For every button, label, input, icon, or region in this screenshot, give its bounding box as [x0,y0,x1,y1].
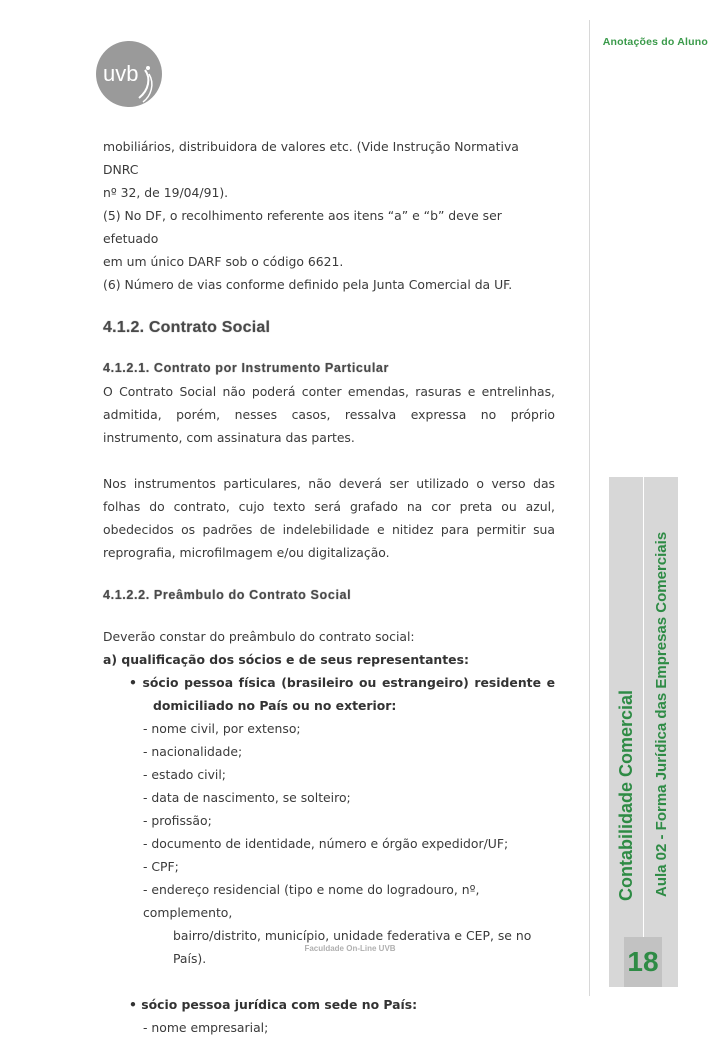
list-item: - estado civil; [143,767,226,782]
list-item: - data de nascimento, se solteiro; [143,790,351,805]
course-title: Contabilidade Comercial [616,689,636,901]
logo-text: uvb [103,61,139,86]
bullet-heading: • sócio pessoa jurídica com sede no País: [129,997,418,1012]
item-heading: a) qualificação dos sócios e de seus representantes: [103,652,469,667]
intro-line: (6) Número de vias conforme definido pela Junta Comercial da UF. [103,277,513,292]
subsection-heading: 4.1.2.1. Contrato por Instrumento Particular [103,361,390,375]
section-heading: 4.1.2. Contrato Social [103,319,271,336]
bullet-heading: • sócio pessoa física (brasileiro ou estrangeiro) residente e [129,675,555,690]
course-title-band [609,477,643,987]
bullet-heading-cont: domiciliado no País ou no exterior: [153,698,397,713]
list-item: - nacionalidade; [143,744,243,759]
paragraph: Nos instrumentos particulares, não deverá ser utilizado o verso das folhas do contrato, cujo texto será grafado na cor preta ou azul, obedecidos os padrões de indelebilidade e nitidez para permitir sua reprografia, microfilmagem e/ou digitalização. [103,476,555,560]
intro-line: nº 32, de 19/04/91). [103,185,229,200]
paragraph: Deverão constar do preâmbulo do contrato social: [103,629,415,644]
lesson-title-band [644,477,678,987]
subsection-heading: 4.1.2.2. Preâmbulo do Contrato Social [103,588,352,602]
notes-divider [589,20,590,996]
list-item: - CPF; [143,859,179,874]
page-number: 18 [624,937,662,987]
student-notes-label: Anotações do Aluno [602,36,708,48]
list-item: - nome civil, por extenso; [143,721,301,736]
list-item: - nome empresarial; [143,1020,269,1035]
lesson-title: Aula 02 - Forma Jurídica das Empresas Comerciais [653,531,670,897]
intro-line: (5) No DF, o recolhimento referente aos itens “a” e “b” deve ser efetuado [103,208,502,246]
list-item: - documento de identidade, número e órgão expedidor/UF; [143,836,509,851]
list-item: - endereço residencial (tipo e nome do logradouro, nº, complemento, [143,882,480,920]
uvb-logo [95,40,163,108]
intro-line: mobiliários, distribuidora de valores etc. (Vide Instrução Normativa DNRC [103,139,519,177]
list-item-cont: bairro/distrito, município, unidade federativa e CEP, se no País). [173,928,532,966]
paragraph: O Contrato Social não poderá conter emendas, rasuras e entrelinhas, admitida, porém, nesses casos, ressalva expressa no próprio instrumento, com assinatura das partes. [103,384,555,445]
main-content [103,135,555,1039]
list-item: - profissão; [143,813,212,828]
intro-line: em um único DARF sob o código 6621. [103,254,344,269]
footer-institution: Faculdade On-Line UVB [304,944,396,953]
